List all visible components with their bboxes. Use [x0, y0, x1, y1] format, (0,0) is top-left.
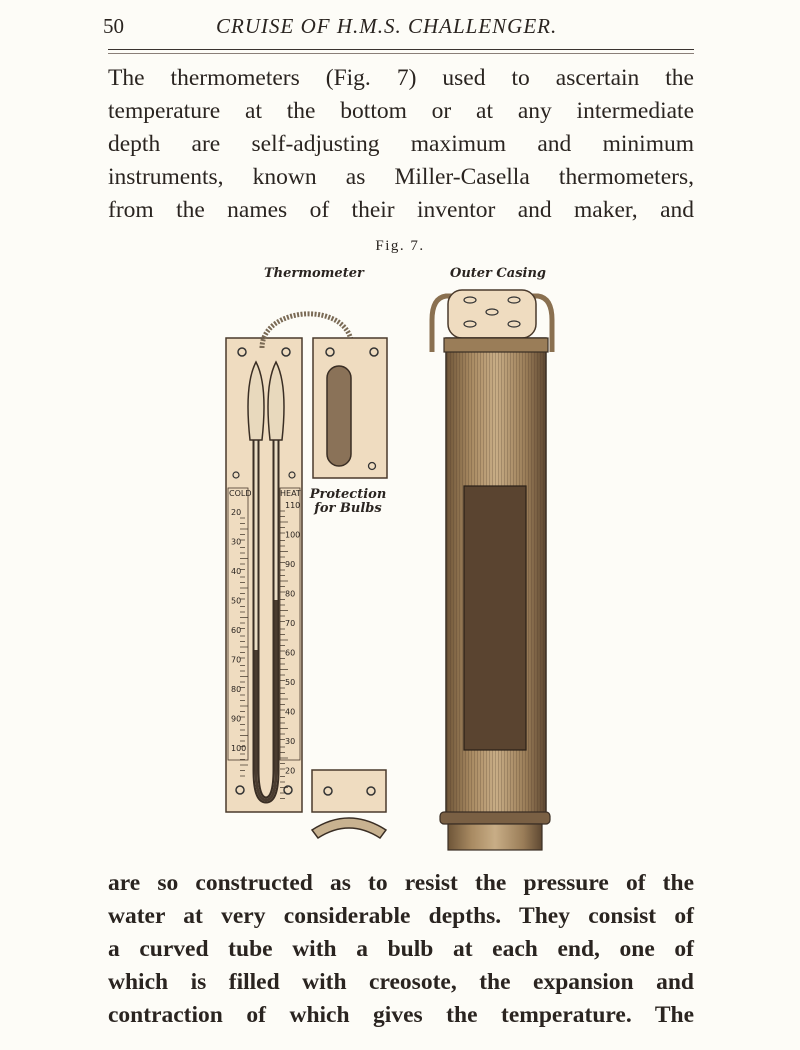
cold-label: COLD [229, 489, 252, 498]
heat-scale-label: 80 [285, 589, 296, 599]
heat-scale-label: 30 [285, 737, 296, 746]
figure-title: Fig. 7. [375, 238, 425, 254]
label-protection-line1: Protection [309, 487, 387, 502]
heat-scale-label: 100 [285, 530, 301, 540]
cold-scale-label: 60 [231, 626, 242, 635]
curved-clip [312, 818, 386, 838]
label-thermometer: Thermometer [264, 266, 364, 281]
cold-scale-label: 100 [231, 744, 247, 753]
casing-lid [448, 290, 536, 338]
cold-scale-label: 70 [231, 655, 242, 665]
text-line: are so constructed as to resist the pressure of the [108, 870, 694, 896]
text-line: a curved tube with a bulb at each end, one of [108, 936, 694, 962]
page-number: 50 [103, 14, 124, 38]
cold-scale-label: 80 [231, 685, 242, 694]
text-line: contraction of which gives the temperature. The [108, 1002, 694, 1028]
heat-scale-label: 20 [285, 766, 296, 776]
label-protection-line2: for Bulbs [314, 501, 382, 516]
heat-scale-label: 60 [285, 648, 296, 658]
cold-scale-label: 20 [231, 508, 242, 517]
heat-scale-label: 70 [285, 619, 296, 628]
casing-foot [448, 824, 542, 850]
heat-label: HEAT [280, 489, 301, 498]
text-line: depth are self-adjusting maximum and minimum [108, 131, 694, 157]
heat-scale-label: 50 [285, 678, 296, 687]
text-line: from the names of their inventor and maker, and [108, 197, 694, 223]
paragraph-bottom [108, 867, 694, 1032]
text-line: The thermometers (Fig. 7) used to ascertain the [108, 65, 694, 91]
cold-scale-label: 40 [231, 567, 242, 576]
casing-top-band [444, 338, 548, 352]
heat-scale-label: 90 [285, 560, 296, 569]
protection-cap-window [327, 366, 351, 466]
casing-bottom-band [440, 812, 550, 824]
cold-scale-label: 50 [231, 596, 242, 606]
heat-scale-label: 40 [285, 707, 296, 717]
cold-scale-label: 30 [231, 537, 242, 547]
casing-window [464, 486, 526, 750]
label-outer-casing: Outer Casing [450, 266, 546, 281]
text-line: water at very considerable depths. They consist of [108, 903, 694, 929]
text-line: temperature at the bottom or at any intermediate [108, 98, 694, 124]
text-line: instruments, known as Miller-Casella thermometers, [108, 164, 694, 190]
heat-scale-label: 110 [285, 501, 301, 510]
running-title: CRUISE OF H.M.S. CHALLENGER. [216, 14, 558, 38]
cold-scale-label: 90 [231, 714, 242, 724]
text-line: which is filled with creosote, the expansion and [108, 969, 694, 995]
